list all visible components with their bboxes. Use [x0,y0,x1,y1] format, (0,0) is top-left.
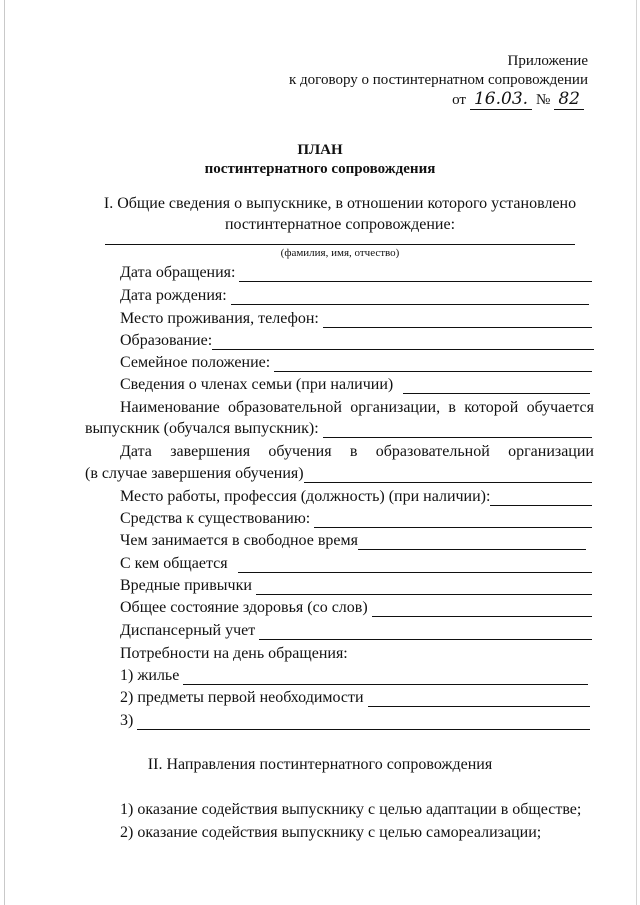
section1-heading [90,193,590,235]
field-need-other: 3) [120,712,590,730]
fill-line [238,558,592,573]
fill-line [490,491,592,506]
handwritten-number: 82 [554,90,584,110]
section2-item2: 2) оказание содействия выпускнику с целью самореализации; [120,824,542,841]
handwritten-date: 16.03. [470,90,532,110]
section1-heading-line1: I. Общие сведения о выпускнике, в отношении которого установлено [103,195,577,212]
field-free-time: Чем занимается в свободное время [120,532,586,550]
grad-line1: Дата завершения обучения в образовательной организации [120,443,594,460]
field-contacts: С кем общается [120,555,592,573]
field-family-members: Сведения о членах семьи (при наличии) [120,376,590,394]
fill-line [368,692,590,707]
fill-line [239,267,592,282]
fill-line [183,670,588,685]
field-organization: выпускник (обучался выпускник): [85,420,592,438]
field-dispensary: Диспансерный учет [120,622,592,640]
field-habits: Вредные привычки [120,577,592,595]
fill-line [212,335,594,350]
field-birth-date: Дата рождения: [120,287,589,305]
field-graduation: (в случае завершения обучения) [85,465,592,483]
field-family-status: Семейное положение: [120,354,592,372]
field-work: Место работы, профессия (должность) (при наличии): [120,488,592,506]
fill-line [259,625,592,640]
field-request-date: Дата обращения: [120,264,592,282]
org-line1: Наименование образовательной организации, в которой обучается [120,399,594,416]
fill-line [137,715,590,730]
field-need-essentials: 2) предметы первой необходимости [120,689,590,707]
appendix-block [289,52,588,110]
fio-caption: (фамилия, имя, отчество) [105,244,575,259]
plan-title: ПЛАН [297,142,343,158]
fill-line [372,602,592,617]
fill-line [358,535,586,550]
fill-line [403,379,590,394]
appendix-number-label: № [536,92,551,108]
fill-line [323,423,592,438]
appendix-contract: к договору о постинтернатном сопровождении [289,72,588,88]
appendix-label: Приложение [507,53,588,69]
field-livelihood: Средства к существованию: [120,510,592,528]
section2-item1: 1) оказание содействия выпускнику с целью адаптации в обществе; [120,801,582,818]
appendix-date-row [452,90,588,110]
needs-heading: Потребности на день обращения: [120,645,348,662]
fill-line [274,357,592,372]
field-health: Общее состояние здоровья (со слов) [120,599,592,617]
field-need-housing: 1) жилье [120,667,588,685]
appendix-from-label: от [452,92,466,108]
fill-line [256,580,592,595]
field-education: Образование: [120,332,594,350]
fill-line [231,290,589,305]
plan-subtitle: постинтернатного сопровождения [204,161,436,177]
fill-line [314,513,592,528]
field-residence-phone: Место проживания, телефон: [120,310,592,328]
section2-heading: II. Направления постинтернатного сопровождения [147,756,493,773]
fill-line [323,313,592,328]
fill-line [304,468,592,483]
section1-heading-line2: постинтернатное сопровождение: [224,216,456,233]
